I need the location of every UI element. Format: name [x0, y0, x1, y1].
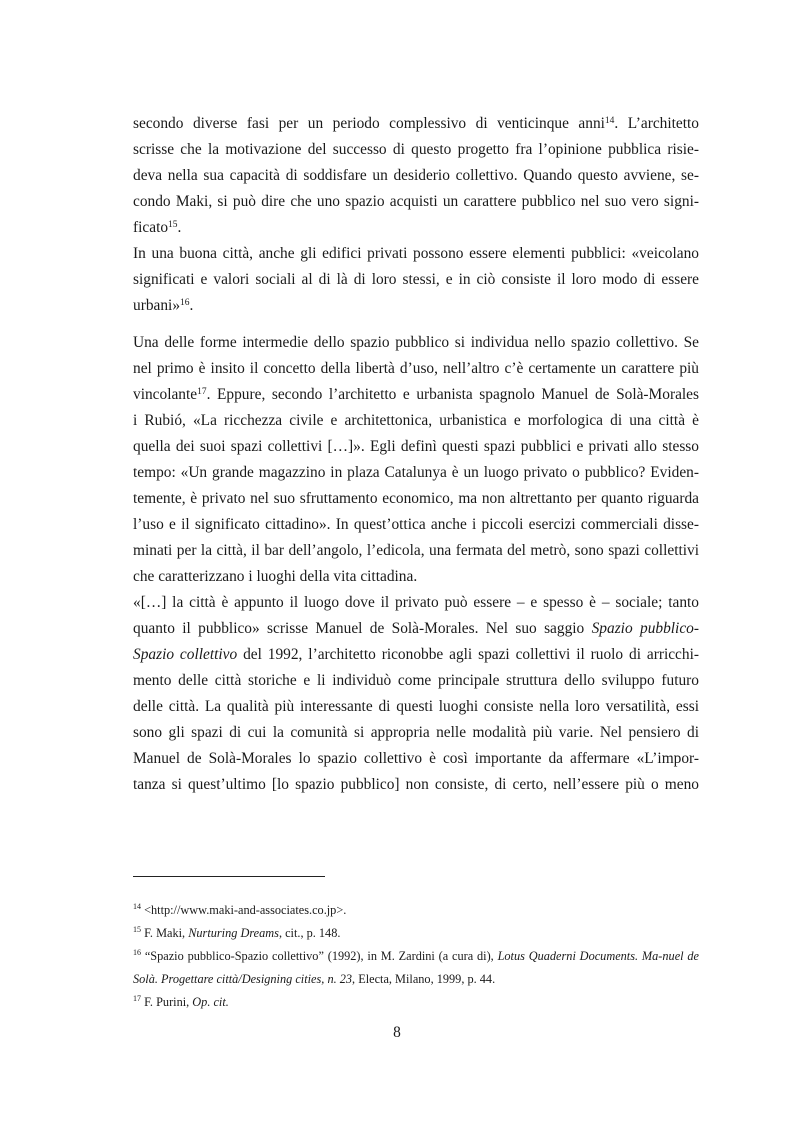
text-line: minati per la città, il bar dell’angolo, l’edicola, una fermata del metrò, sono spazi collettivi	[133, 542, 699, 559]
footnote-number: 16	[133, 947, 141, 957]
page-number: 8	[393, 1024, 401, 1041]
text-line: In una buona città, anche gli edifici privati possono essere elementi pubblici: «veicolano	[133, 245, 699, 262]
footnote-16	[133, 945, 699, 991]
text-span: F. Maki,	[141, 926, 189, 940]
text-line	[133, 616, 699, 642]
italic-title: Spazio collettivo	[133, 646, 238, 663]
text-line: condo Maki, si può dire che uno spazio acquisti un carattere pubblico nel suo vero signi-	[133, 193, 699, 210]
text-line: che caratterizzano i luoghi della vita cittadina.	[133, 568, 418, 585]
text-line: nel primo è insito il concetto della libertà d’uso, nell’altro c’è certamente un carattere più	[133, 360, 699, 377]
text-span: F. Purini,	[141, 995, 193, 1009]
text-line: tanza si quest’ultimo [lo spazio pubblico] non consiste, di certo, nell’essere più o meno	[133, 776, 699, 793]
text-span: del 1992, l’architetto riconobbe agli spazi collettivi il ruolo di arricchi-	[237, 646, 699, 663]
text-line: delle città. La qualità più interessante di questi luoghi consiste nella loro versatilità, essi	[133, 698, 699, 715]
text-span: quanto il pubblico» scrisse Manuel de Solà-Morales. Nel suo saggio	[133, 620, 592, 637]
text-span: vincolante	[133, 386, 198, 403]
text-line: scrisse che la motivazione del successo di questo progetto fra l’opinione pubblica risie-	[133, 141, 699, 158]
text-line: significati e valori sociali al di là di loro stessi, e in ciò consiste il loro modo di essere	[133, 271, 699, 288]
text-line	[133, 382, 699, 408]
paragraph-4	[133, 590, 699, 798]
footnote-ref-15[interactable]: 15	[168, 219, 178, 230]
text-span: , cit., p. 148.	[278, 926, 341, 940]
footnote-14	[133, 899, 699, 922]
body-text	[133, 111, 699, 798]
footnotes	[133, 899, 699, 1014]
footnote-ref-17[interactable]: 17	[197, 386, 207, 397]
text-line: tempo: «Un grande magazzino in plaza Catalunya è un luogo privato o pubblico? Eviden-	[133, 464, 699, 481]
text-span: .	[189, 297, 194, 314]
text-line	[133, 642, 699, 668]
italic-title: Spazio pubblico-	[591, 620, 699, 637]
text-line	[133, 293, 699, 319]
italic-title: Op. cit.	[192, 995, 229, 1009]
footnote-link[interactable]: <http://www.maki-and-associates.co.jp>.	[141, 903, 347, 917]
text-line: deva nella sua capacità di soddisfare un desiderio collettivo. Quando questo avviene, se-	[133, 167, 699, 184]
text-line: temente, è privato nel suo sfruttamento economico, ma non altrettanto per quanto riguarda	[133, 490, 699, 507]
text-span: secondo diverse fasi per un periodo complessivo di venticinque anni	[133, 115, 605, 132]
text-line: quella dei suoi spazi collettivi […]». Egli definì questi spazi pubblici e privati allo stesso	[133, 438, 699, 455]
footnote-ref-16[interactable]: 16	[180, 297, 190, 308]
text-line: Una delle forme intermedie dello spazio pubblico si individua nello spazio collettivo. Se	[133, 334, 699, 351]
footnote-ref-14[interactable]: 14	[604, 115, 615, 126]
footnote-17	[133, 991, 699, 1014]
text-line: «[…] la città è appunto il luogo dove il privato può essere – e spesso è – sociale; tanto	[133, 594, 699, 611]
text-line	[133, 215, 699, 241]
text-span: . Eppure, secondo l’architetto e urbanista spagnolo Manuel de Solà-Morales	[206, 386, 699, 403]
text-span: , Electa, Milano, 1999, p. 44.	[352, 972, 496, 986]
text-span: ficato	[133, 219, 169, 236]
text-line	[133, 111, 699, 137]
paragraph-1	[133, 111, 699, 241]
footnote-15	[133, 922, 699, 945]
footnote-number: 15	[133, 924, 141, 934]
paragraph-3	[133, 330, 699, 590]
text-line: l’uso e il significato cittadino». In quest’ottica anche i piccoli esercizi commerciali disse-	[133, 516, 699, 533]
text-line: sono gli spazi di cui la comunità si appropria nelle modalità più varie. Nel pensiero di	[133, 724, 699, 741]
text-span: urbani»	[133, 297, 181, 314]
text-span: “Spazio pubblico-Spazio collettivo” (1992), in M. Zardini (a cura di),	[141, 949, 498, 963]
paragraph-2	[133, 241, 699, 319]
text-line: i Rubió, «La ricchezza civile e architettonica, urbanistica e morfologica di una città è	[133, 412, 699, 429]
footnote-number: 17	[133, 993, 141, 1003]
text-span: . L’architetto	[614, 115, 700, 132]
text-span: .	[177, 219, 182, 236]
text-line: Manuel de Solà-Morales lo spazio collettivo è così importante da affermare «L’impor-	[133, 750, 699, 767]
italic-title: Nurturing Dreams	[188, 926, 279, 940]
footnote-separator	[133, 876, 325, 877]
italic-title: Lotus Quaderni Documents. Ma-nuel de Solà. Progettare città/Designing cities, n. 23	[133, 949, 699, 986]
text-line: mento delle città storiche e li individuò come principale struttura dello sviluppo futuro	[133, 672, 699, 689]
footnote-number: 14	[133, 901, 141, 911]
